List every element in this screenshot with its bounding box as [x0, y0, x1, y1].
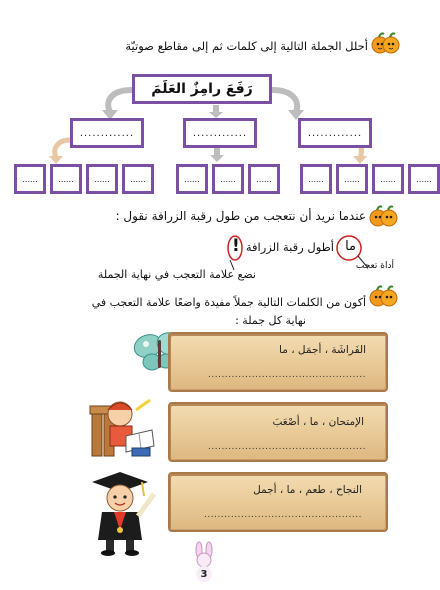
orange-mascot-icon: [368, 283, 398, 313]
syllable-box[interactable]: ......: [86, 164, 118, 194]
exercise-words-1: الفَراشَة ، أجمَل ، ما: [279, 344, 366, 356]
tool-label: أداة تعجب: [355, 261, 394, 271]
exercise-answer-1[interactable]: ...............................................: [208, 370, 366, 380]
syllable-box[interactable]: ......: [372, 164, 404, 194]
bunny-icon: [190, 542, 218, 564]
boy-reading-illustration: [86, 392, 164, 464]
exercise-words-3: النجاح ، طعم ، ما ، أجمل: [253, 484, 362, 496]
syllable-box[interactable]: ......: [336, 164, 368, 194]
example-tool-word: ما: [345, 239, 356, 254]
exercise-plank-2: [168, 402, 388, 462]
orange-mascot-icon: [368, 203, 398, 233]
instruction-analyze: أحلل الجملة التالية إلى كلمات ثم إلى مقاطع صوتيّة: [125, 39, 368, 53]
example-sentence-rest: أطول رقبة الزرافة: [245, 240, 334, 254]
exercise-plank-3: [168, 472, 388, 532]
instruction-when: عندما نريد أن نتعجب من طول رقبة الزرافة نقول :: [115, 209, 366, 223]
syllable-box[interactable]: ......: [248, 164, 280, 194]
syllable-box[interactable]: ......: [122, 164, 154, 194]
syllable-box[interactable]: ......: [14, 164, 46, 194]
exclamation-mark: !: [232, 236, 240, 256]
word-box-1[interactable]: .............: [70, 118, 144, 148]
instruction-compose-2: نهاية كل جملة :: [235, 314, 306, 327]
sentence-box: رَفَعَ رامِزٌ العَلَمَ: [132, 74, 272, 104]
syllable-box[interactable]: ......: [50, 164, 82, 194]
word-box-3[interactable]: .............: [298, 118, 372, 148]
exercise-plank-1: [168, 332, 388, 392]
syllable-box[interactable]: ......: [212, 164, 244, 194]
syllable-row: [14, 164, 440, 194]
note-exclamation: نضع علامة التعجب في نهاية الجملة: [97, 268, 256, 281]
word-box-2[interactable]: .............: [183, 118, 257, 148]
instruction-compose-1: أكون من الكلمات التالية جملاً مفيدة واضعًا علامة التعجب في: [91, 296, 366, 309]
exercise-answer-2[interactable]: ...............................................: [208, 442, 366, 452]
exercise-answer-3[interactable]: ...............................................: [204, 510, 362, 520]
example-sentence: [218, 234, 368, 260]
page-number: 3: [196, 566, 212, 582]
exercise-words-2: الإمتحان ، ما ، أصْعَبَ: [272, 416, 364, 428]
syllable-box[interactable]: ......: [300, 164, 332, 194]
syllable-box[interactable]: ......: [176, 164, 208, 194]
orange-mascot-icon: [370, 30, 400, 60]
graduate-boy-illustration: [84, 468, 162, 556]
syllable-box[interactable]: ......: [408, 164, 440, 194]
